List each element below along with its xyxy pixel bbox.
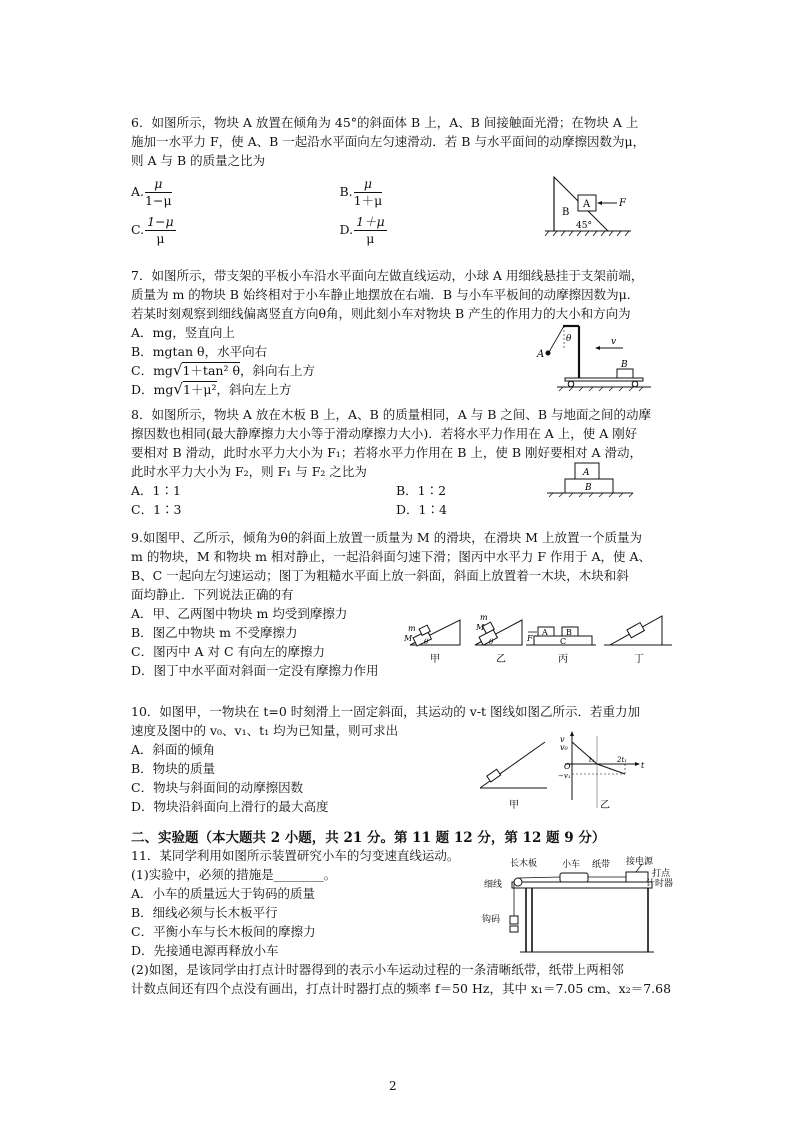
q8-line-1: 8．如图所示，物块 A 放在木板 B 上，A、B 的质量相同，A 与 B 之间、B 与地面之间的动摩 — [131, 407, 652, 422]
q7-option-c-radicand: 1＋tan² θ — [182, 363, 240, 378]
q6-option-d — [323, 214, 532, 250]
q9-figure-ding — [604, 616, 672, 665]
q7-figure-label-theta: θ — [566, 334, 572, 344]
q6-figure-label-angle: 45° — [576, 221, 592, 231]
q6-option-c-label: C. — [131, 222, 145, 237]
q9-caption-bing: 丙 — [558, 654, 568, 665]
q10-graph-label-t: t — [641, 761, 645, 770]
q6-option-a-numerator: μ — [145, 176, 172, 193]
q6-option-a-denominator: 1−μ — [145, 193, 172, 208]
q11-figure-label-tape: 纸带 — [592, 860, 611, 870]
q9-figure-yi — [475, 613, 522, 665]
q7-figure-label-b: B — [621, 360, 628, 370]
sqrt-icon: √ — [172, 361, 183, 379]
q9-yi-label-theta: θ — [489, 638, 494, 646]
q6-option-b-fraction — [354, 176, 383, 209]
q11-line-3: (2)如图，是该同学由打点计时器得到的表示小车运动过程的一条清晰纸带，纸带上两相邻 — [131, 962, 624, 977]
q8-line-3: 要相对 B 滑动，此时水平力大小为 F₁；若将水平力作用在 B 上，使 B 刚好要相对 A 滑动， — [131, 445, 643, 460]
q6-figure-ground-hatch — [545, 231, 629, 236]
q9-line-1: 9.如图甲、乙所示，倾角为θ的斜面上放置一质量为 M 的滑块，在滑块 M 上放置一个质量为 — [131, 530, 642, 545]
q9-yi-label-bigm: M — [476, 623, 485, 632]
q7-line-2: 质量为 m 的物块 B 始终相对于小车静止地摆放在右端．B 与小车平板间的动摩擦因数为μ． — [131, 287, 640, 302]
q7-option-a: A．mg，竖直向上 — [131, 325, 235, 340]
q9-caption-jia: 甲 — [430, 654, 440, 665]
q6-figure-incline — [545, 174, 635, 240]
q11-figure-label-timer-1: 打点 — [652, 869, 671, 879]
q6-option-c-numerator: 1−μ — [147, 214, 174, 229]
q10-graph-label-v: v — [560, 735, 565, 744]
q11-option-b: B．细线必须与长木板平行 — [131, 905, 278, 920]
q6-option-a — [131, 176, 323, 212]
q6-option-b — [323, 176, 532, 212]
q9-line-4: 面均静止．下列说法正确的有 — [131, 587, 294, 602]
q9-yi-label-m: m — [480, 613, 488, 622]
q10-caption-yi: 乙 — [600, 800, 610, 811]
q9-option-d: D．图丁中水平面对斜面一定没有摩擦力作用 — [131, 663, 379, 678]
q11-figure-hook-weight — [510, 916, 518, 924]
q7-figure-cart — [535, 320, 655, 392]
q11-option-c: C．平衡小车与长木板间的摩擦力 — [131, 924, 316, 939]
q10-option-c: C．物块与斜面间的动摩擦因数 — [131, 780, 304, 795]
q11-figure-label-board: 长木板 — [510, 859, 538, 869]
page-number: 2 — [389, 1079, 397, 1093]
q6-figure-label-f: F — [619, 198, 626, 209]
q10-graph-label-t1: t₁ — [589, 756, 595, 764]
q11-figure-label-hook: 钩码 — [482, 915, 501, 925]
q9-bing-label-c: C — [560, 637, 567, 646]
q6-line-1: 6．如图所示，物块 A 放置在倾角为 45°的斜面体 B 上，A、B 间接触面光滑；在物块 A 上 — [131, 115, 639, 130]
q9-option-a: A．甲、乙两图中物块 m 均受到摩擦力 — [131, 606, 348, 621]
q10-line-2: 速度及图中的 v₀、v₁、t₁ 均为已知量，则可求出 — [131, 723, 399, 738]
q6-option-b-label: B. — [339, 184, 353, 199]
q6-option-d-label: D. — [339, 222, 354, 237]
q10-graph-label-neg-v1: −v₁ — [558, 772, 571, 780]
q10-option-b: B．物块的质量 — [131, 761, 216, 776]
q11-figure-timer — [626, 872, 648, 882]
q8-figure-blocks — [545, 460, 635, 500]
q10-graph-label-2t1: 2t₁ — [617, 756, 628, 764]
q6-option-c — [131, 214, 323, 250]
q8-figure-label-b: B — [585, 483, 592, 493]
q8-option-a: A．1∶1 — [131, 483, 181, 498]
q10-vt-graph — [558, 731, 645, 811]
q9-option-c: C．图丙中 A 对 C 有向左的摩擦力 — [131, 644, 326, 659]
q6-line-3: 则 A 与 B 的质量之比为 — [131, 153, 266, 168]
q9-bing-label-f: F — [527, 634, 533, 643]
q11-figure-string — [518, 877, 560, 878]
q7-option-c-prefix: C．mg — [131, 363, 173, 378]
q10-option-d: D．物块沿斜面向上滑行的最大高度 — [131, 799, 329, 814]
q6-option-a-label: A. — [131, 184, 145, 199]
q7-option-d-radicand: 1＋μ² — [182, 382, 217, 397]
q9-bing-label-b: B — [566, 628, 572, 637]
q9-caption-ding: 丁 — [634, 654, 644, 665]
q6-line-2: 施加一水平力 F，使 A、B 一起沿水平面向左匀速滑动．若 B 与水平面间的动摩擦因数为μ， — [131, 134, 646, 149]
q8-option-b: B．1∶2 — [396, 483, 447, 498]
q9-option-b: B．图乙中物块 m 不受摩擦力 — [131, 625, 298, 640]
q7-option-d-prefix: D．mg — [131, 382, 174, 397]
q6-figure-label-b: B — [562, 207, 570, 218]
q10-line-1: 10．如图甲，一物块在 t=0 时刻滑上一固定斜面，其运动的 v-t 图线如图乙所示．若重力加 — [131, 704, 641, 719]
q7-figure-label-v: v — [611, 337, 617, 347]
q10-graph-label-origin: O — [564, 762, 571, 771]
q9-figure-jia — [403, 620, 460, 665]
q11-figure-label-timer-2: 计时器 — [646, 879, 674, 889]
q6-option-d-numerator: 1＋μ — [356, 214, 385, 229]
q6-options — [131, 176, 531, 250]
q11-figure-label-string: 细线 — [484, 880, 503, 890]
q8-options-row-2 — [131, 500, 661, 519]
q6-option-a-fraction — [145, 176, 172, 209]
q6-option-b-numerator: μ — [354, 176, 383, 193]
q11-option-a: A．小车的质量远大于钩码的质量 — [131, 886, 316, 901]
q11-line-4: 计数点间还有四个点没有画出，打点计时器打点的频率 f＝50 Hz，其中 x₁＝7.05 cm、x₂＝7.68 — [131, 981, 672, 996]
q8-option-c: C．1∶3 — [131, 502, 182, 517]
q8-figure-label-a: A — [583, 468, 590, 478]
section-2-heading: 二、实验题（本大题共 2 小题，共 21 分。第 11 题 12 分，第 12 题 9 分） — [131, 830, 606, 846]
q6-option-b-denominator: 1＋μ — [353, 193, 383, 208]
q10-graph-label-v0: v₀ — [560, 743, 568, 752]
q9-figure-bing — [526, 627, 596, 665]
q7-option-c-suffix: ，斜向右上方 — [239, 363, 315, 378]
q9-line-2: m 的物块，M 和物块 m 相对静止，一起沿斜面匀速下滑；图丙中水平力 F 作用于 A，使 A、 — [131, 549, 652, 564]
q9-figure-set — [400, 610, 675, 668]
q7-figure-block-b — [617, 369, 633, 378]
q9-bing-label-a: A — [542, 628, 548, 637]
q8-option-d: D．1∶4 — [396, 502, 447, 517]
q6-option-c-fraction — [145, 214, 176, 247]
q7-line-1: 7．如图所示，带支架的平板小车沿水平面向左做直线运动，小球 A 用细线悬挂于支架前端， — [131, 268, 644, 283]
q9-line-3: B、C 一起向左匀速运动；图丁为粗糙水平面上放一斜面，斜面上放置着一木块，木块和斜 — [131, 568, 629, 583]
q11-figure-apparatus — [476, 857, 674, 958]
q7-figure-label-a: A — [537, 349, 545, 360]
q6-figure-label-a: A — [583, 199, 591, 210]
sqrt-icon: √ — [173, 380, 183, 398]
question-6 — [131, 113, 661, 170]
q9-caption-yi: 乙 — [496, 654, 506, 665]
q10-caption-jia: 甲 — [509, 800, 519, 811]
q9-jia-label-m: m — [408, 624, 416, 633]
q9-jia-label-bigm: M — [404, 634, 413, 643]
q7-figure-ball — [546, 351, 551, 356]
q11-figure-label-power: 接电源 — [626, 857, 654, 867]
q8-line-4: 此时水平力大小为 F₂，则 F₁ 与 F₂ 之比为 — [131, 464, 367, 479]
q11-figure-board — [512, 882, 652, 888]
q7-figure-string — [549, 326, 564, 352]
q10-figure-set — [475, 728, 675, 814]
q11-line-1: 11．某同学利用如图所示装置研究小车的匀变速直线运动。 — [131, 848, 460, 863]
q8-line-2: 擦因数也相同(最大静摩擦力大小等于滑动摩擦力大小)．若将水平力作用在 A 上，使 A 刚好 — [131, 426, 638, 441]
q6-option-c-denominator: μ — [156, 231, 165, 246]
q6-option-d-fraction — [354, 214, 387, 247]
q10-figure-jia — [480, 742, 547, 811]
q7-option-d-suffix: ，斜向左上方 — [216, 382, 292, 397]
q11-line-2: (1)实验中，必须的措施是________。 — [131, 867, 337, 882]
q9-jia-label-theta: θ — [424, 638, 429, 646]
q7-option-b: B．mgtan θ，水平向右 — [131, 344, 268, 359]
q11-figure-cart — [560, 873, 588, 882]
q10-option-a: A．斜面的倾角 — [131, 742, 216, 757]
q11-option-d: D．先接通电源再释放小车 — [131, 943, 279, 958]
q7-line-3: 若某时刻观察到细线偏离竖直方向θ角，则此刻小车对物块 B 产生的作用力的大小和方向为 — [131, 306, 631, 321]
q6-option-d-denominator: μ — [366, 231, 375, 246]
q10-graph-down-segment — [597, 764, 625, 774]
q11-figure-label-cart: 小车 — [562, 860, 581, 870]
